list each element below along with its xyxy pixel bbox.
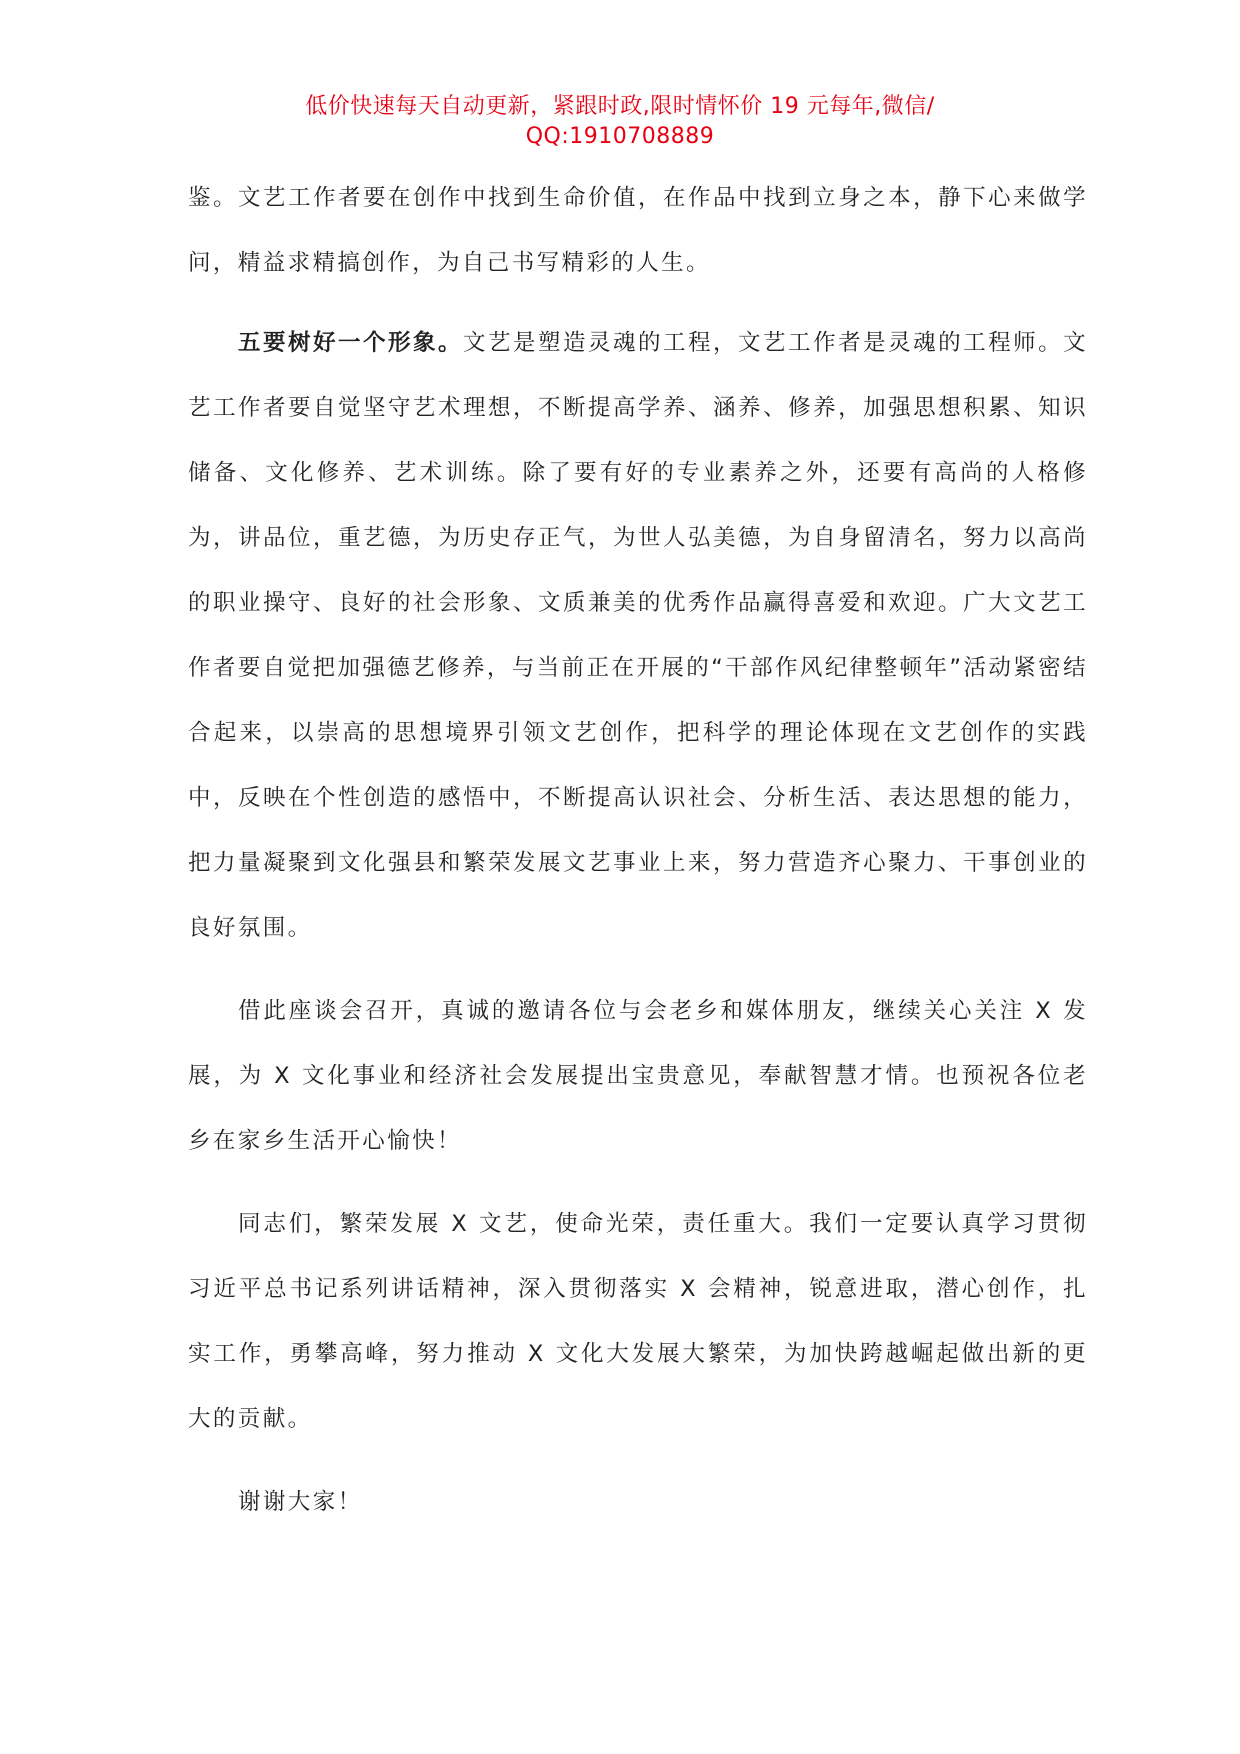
promo-banner-line-1: 低价快速每天自动更新，紧跟时政,限时情怀价 19 元每年,微信/ [305, 94, 935, 119]
paragraph-image-body: 文艺是塑造灵魂的工程，文艺工作者是灵魂的工程师。文艺工作者要自觉坚守艺术理想，不断提高学养、涵养、修养，加强思想积累、知识储备、文化修养、艺术训练。除了要有好的专业素养之外，还要有高尚的人格修为，讲品位，重艺德，为历史存正气，为世人弘美德，为自身留清名，努力以高尚的职业操守、良好的社会形象、文质兼美的优秀作品赢得喜爱和欢迎。广大文艺工作者要自觉把加强德艺修养，与当前正在开展的“干部作风纪律整顿年”活动紧密结合起来，以崇高的思想境界引领文艺创作，把科学的理论体现在文艺创作的实践中，反映在个性创造的感悟中，不断提高认识社会、分析生活、表达思想的能力，把力量凝聚到文化强县和繁荣发展文艺事业上来，努力营造齐心聚力、干事创业的良好氛围。 [188, 330, 1088, 941]
paragraph-thanks: 谢谢大家！ [238, 1489, 363, 1515]
document-body [188, 166, 1088, 1535]
paragraph-invitation: 借此座谈会召开，真诚的邀请各位与会老乡和媒体朋友，继续关心关注 X 发展，为 X 文化事业和经济社会发展提出宝贵意见，奉献智慧才情。也预祝各位老乡在家乡生活开心愉快！ [188, 998, 1088, 1154]
paragraph-conclusion: 同志们，繁荣发展 X 文艺，使命光荣，责任重大。我们一定要认真学习贯彻习近平总书记系列讲话精神，深入贯彻落实 X 会精神，锐意进取，潜心创作，扎实工作，勇攀高峰，努力推动 X 文化大发展大繁荣，为加快跨越崛起做出新的更大的贡献。 [188, 1211, 1088, 1432]
paragraph-continued: 鉴。文艺工作者要在创作中找到生命价值，在作品中找到立身之本，静下心来做学问，精益求精搞创作，为自己书写精彩的人生。 [188, 185, 1088, 276]
promo-banner [190, 92, 1050, 152]
promo-banner-line-2: QQ:1910708889 [525, 124, 715, 149]
paragraph-image [188, 311, 1088, 961]
paragraph-heading: 五要树好一个形象。 [238, 330, 464, 356]
